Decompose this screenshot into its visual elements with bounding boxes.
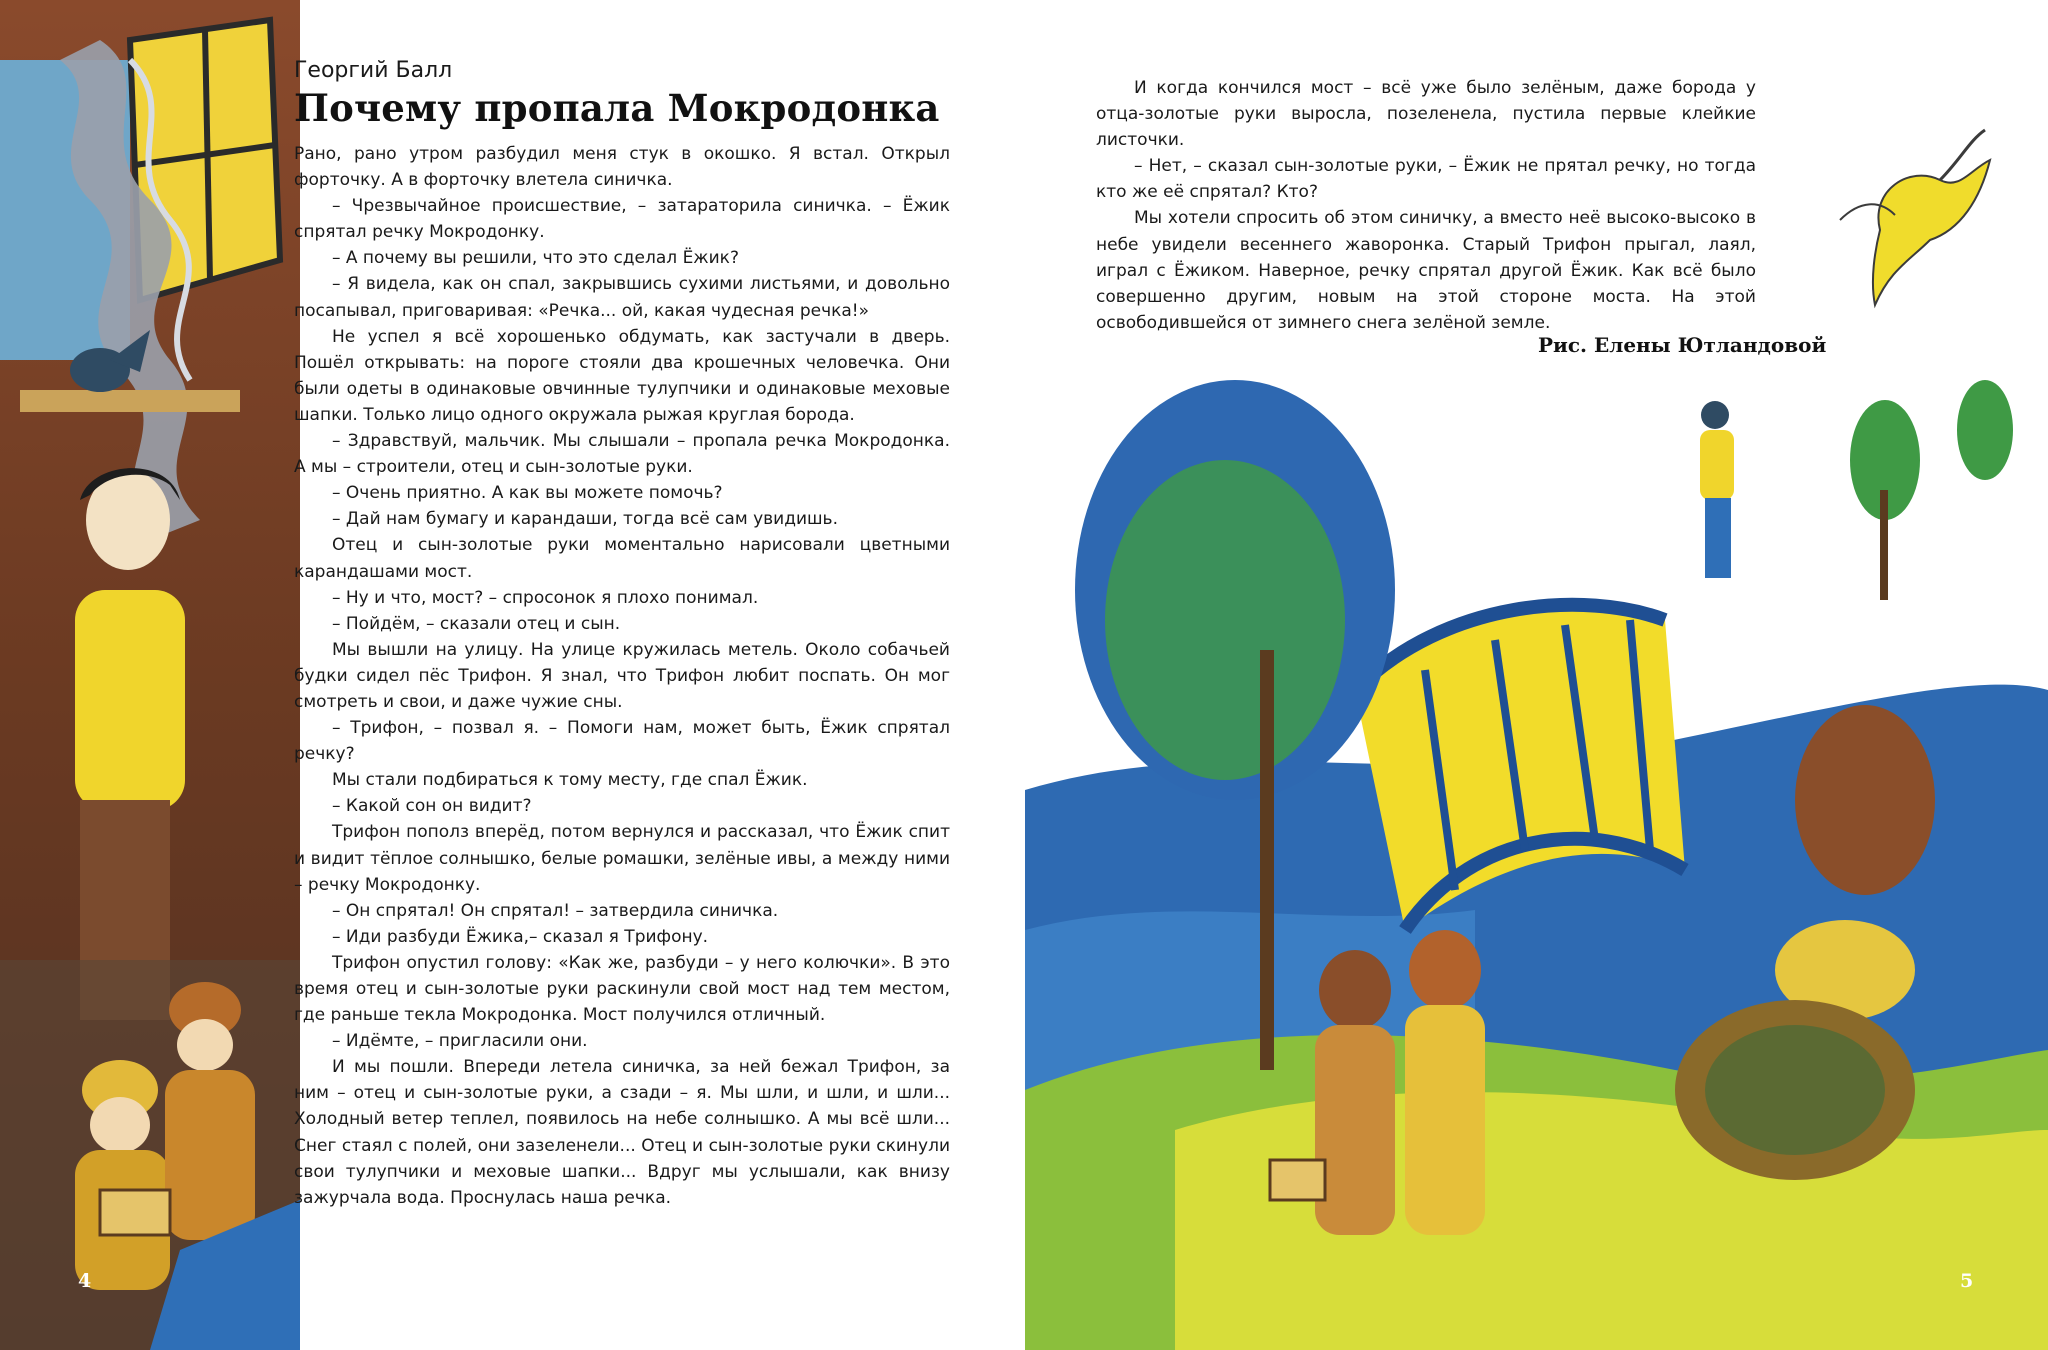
paragraph: – Ну и что, мост? – спросонок я плохо понимал. <box>332 587 759 608</box>
paragraph: – Очень приятно. А как вы можете помочь? <box>332 483 723 504</box>
back-man-1-hat <box>1319 950 1391 1030</box>
paragraph: – Нет, – сказал сын-золотые руки, – Ёжик не прятал речку, но тогда кто же её спрятал? Кто? <box>1096 156 1756 203</box>
story-text-left <box>294 141 950 1211</box>
back-man-1-coat <box>1315 1025 1395 1235</box>
paragraph: – Чрезвычайное происшествие, – затараторила синичка. – Ёжик спрятал речку Мокродонку. <box>294 196 950 243</box>
paragraph: Трифон пополз вперёд, потом вернулся и рассказал, что Ёжик спит и видит тёплое солнышко, белые ромашки, зелёные ивы, а между ними – речку Мокродонку. <box>294 822 950 895</box>
story-title: Почему пропала Мокродонка <box>294 86 940 130</box>
lark-illustration <box>1820 120 2000 310</box>
paragraph: Не успел я всё хорошенько обдумать, как застучали в дверь. Пошёл открывать: на пороге стояли два крошечных человечка. Они были одеты в одинаковые овчинные тулупчики и одинаковые меховые шапки. Только лицо одного окружала рыжая круглая борода. <box>294 326 950 425</box>
paragraph: И мы пошли. Впереди летела синичка, за ней бежал Трифон, за ним – отец и сын-золотые руки, а сзади – я. Мы шли, и шли, и шли... Холодный ветер теплел, появилось на небе солнышко. А мы всё шли... Снег стаял с полей, они зазеленели... Отец и сын-золотые руки скинули свои тулупчики и меховые шапки... Вдруг мы услышали, как внизу зажурчала вода. Проснулась наша речка. <box>294 1057 950 1208</box>
paragraph: – Пойдём, – сказали отец и сын. <box>332 613 621 634</box>
window-sill <box>20 390 240 412</box>
illustrator-credit: Рис. Елены Ютландовой <box>1538 333 1827 357</box>
author-name: Георгий Балл <box>294 58 453 83</box>
paragraph: – Дай нам бумагу и карандаши, тогда всё сам увидишь. <box>332 509 838 530</box>
paragraph: – Трифон, – позвал я. – Помоги нам, может быть, Ёжик спрятал речку? <box>294 718 950 765</box>
page-number-left: 4 <box>78 1270 92 1292</box>
paragraph: Мы вышли на улицу. На улице кружилась метель. Около собачьей будки сидел пёс Трифон. Я знал, что Трифон любит поспать. Он мог смотреть и свои, и даже чужие сны. <box>294 639 950 712</box>
right-illustration <box>1025 370 2048 1350</box>
paragraph: – Иди разбуди Ёжика,– сказал я Трифону. <box>332 926 709 947</box>
little-man-2-coat <box>165 1070 255 1240</box>
paragraph: Мы стали подбираться к тому месту, где спал Ёжик. <box>332 770 808 791</box>
paragraph: – Я видела, как он спал, закрывшись сухими листьями, и довольно посапывал, приговаривая: «Речка... ой, какая чудесная речка!» <box>294 274 950 321</box>
crayon-box <box>100 1190 170 1235</box>
lark-bird <box>1873 160 1990 305</box>
dog-trifon <box>1795 705 1935 895</box>
paragraph: – А почему вы решили, что это сделал Ёжик? <box>332 248 739 269</box>
paragraph: – Здравствуй, мальчик. Мы слышали – пропала речка Мокродонка. А мы – строители, отец и сын-золотые руки. <box>294 431 950 478</box>
big-tree-trunk <box>1260 650 1274 1070</box>
paragraph: Отец и сын-золотые руки моментально нарисовали цветными карандашами мост. <box>294 535 950 582</box>
paragraph: Трифон опустил голову: «Как же, разбуди – у него колючки». В это время отец и сын-золотые руки раскинули свой мост над тем местом, где раньше текла Мокродонка. Мост получился отличный. <box>294 952 950 1026</box>
paragraph: – Какой сон он видит? <box>332 796 532 817</box>
paragraph: – Он спрятал! Он спрятал! – затвердила синичка. <box>332 900 779 921</box>
walker-head <box>1701 401 1729 429</box>
walker-shirt <box>1700 430 1734 500</box>
story-text-right <box>1096 75 1756 336</box>
left-illustration <box>0 0 300 1350</box>
paragraph: И когда кончился мост – всё уже было зелёным, даже борода у отца-золотые руки выросла, позеленела, пустила первые клейкие листочки. <box>1096 78 1756 151</box>
back-man-2-hat <box>1409 930 1481 1010</box>
paragraph: Мы хотели спросить об этом синичку, а вместо неё высоко-высоко в небе увидели весеннего жаворонка. Старый Трифон прыгал, лаял, играл с Ёжиком. Наверное, речку спрятал другой Ёжик. Как всё было совершенно другим, новым на этой стороне моста. На этой освободившейся от зимнего снега зелёной земле. <box>1096 208 1756 333</box>
paragraph: – Идёмте, – пригласили они. <box>332 1031 588 1052</box>
boy-shirt <box>75 590 185 810</box>
back-man-2-coat <box>1405 1005 1485 1235</box>
paragraph: Рано, рано утром разбудил меня стук в окошко. Я встал. Открыл форточку. А в форточку влетела синичка. <box>294 144 950 191</box>
page-number-right: 5 <box>1960 1270 1974 1292</box>
